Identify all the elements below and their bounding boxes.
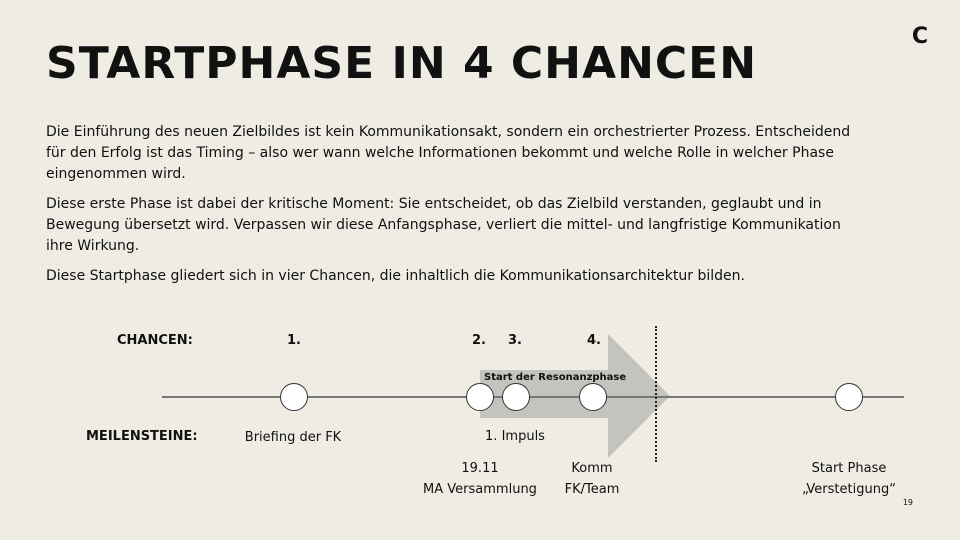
meilensteine-label: MEILENSTEINE: <box>86 429 198 444</box>
page-number: 19 <box>902 498 913 507</box>
phase-label: Start der Resonanzphase <box>484 372 627 383</box>
milestone-circle-5 <box>835 383 863 411</box>
milestone-label-5-line2: „Verstetigung“ <box>802 482 896 497</box>
paragraph-2: Diese erste Phase ist dabei der kritische Moment: Sie entscheidet, ob das Zielbild verstanden, geglaubt und in Bewegung übersetzt wird. Verpassen wir diese Anfangsphase, verliert die mittel- und langfristige Kommunikation ihre Wirkung. <box>46 196 841 254</box>
milestone-label-3: 1. Impuls <box>485 429 545 444</box>
chance-4: 4. <box>587 333 601 348</box>
milestone-label-4-line2: FK/Team <box>564 482 620 497</box>
milestone-label-4-line1: Komm <box>571 461 613 476</box>
chance-1: 1. <box>287 333 301 348</box>
milestone-circle-3 <box>502 383 530 411</box>
chance-2: 2. <box>472 333 486 348</box>
milestone-circle-1 <box>280 383 308 411</box>
timeline-line <box>162 396 904 398</box>
logo-mark: C <box>911 24 928 49</box>
milestone-label-2-date: 19.11 <box>461 461 499 476</box>
chance-3: 3. <box>508 333 522 348</box>
phase-divider <box>655 326 657 462</box>
milestone-circle-4 <box>579 383 607 411</box>
milestone-circle-2 <box>466 383 494 411</box>
milestone-label-5-line1: Start Phase <box>811 461 887 476</box>
chancen-label: CHANCEN: <box>117 333 193 348</box>
milestone-label-2: MA Versammlung <box>423 482 537 497</box>
page-title: STARTPHASE IN 4 CHANCEN <box>46 38 758 89</box>
paragraph-3: Diese Startphase gliedert sich in vier Chancen, die inhaltlich die Kommunikationsarchitektur bilden. <box>46 268 745 284</box>
milestone-label-1: Briefing der FK <box>244 430 342 445</box>
paragraph-1: Die Einführung des neuen Zielbildes ist kein Kommunikationsakt, sondern ein orchestrierter Prozess. Entscheidend für den Erfolg ist das Timing – also wer wann welche Informationen bekommt und welche Rolle in welcher Phase eingenommen wird. <box>46 124 851 182</box>
